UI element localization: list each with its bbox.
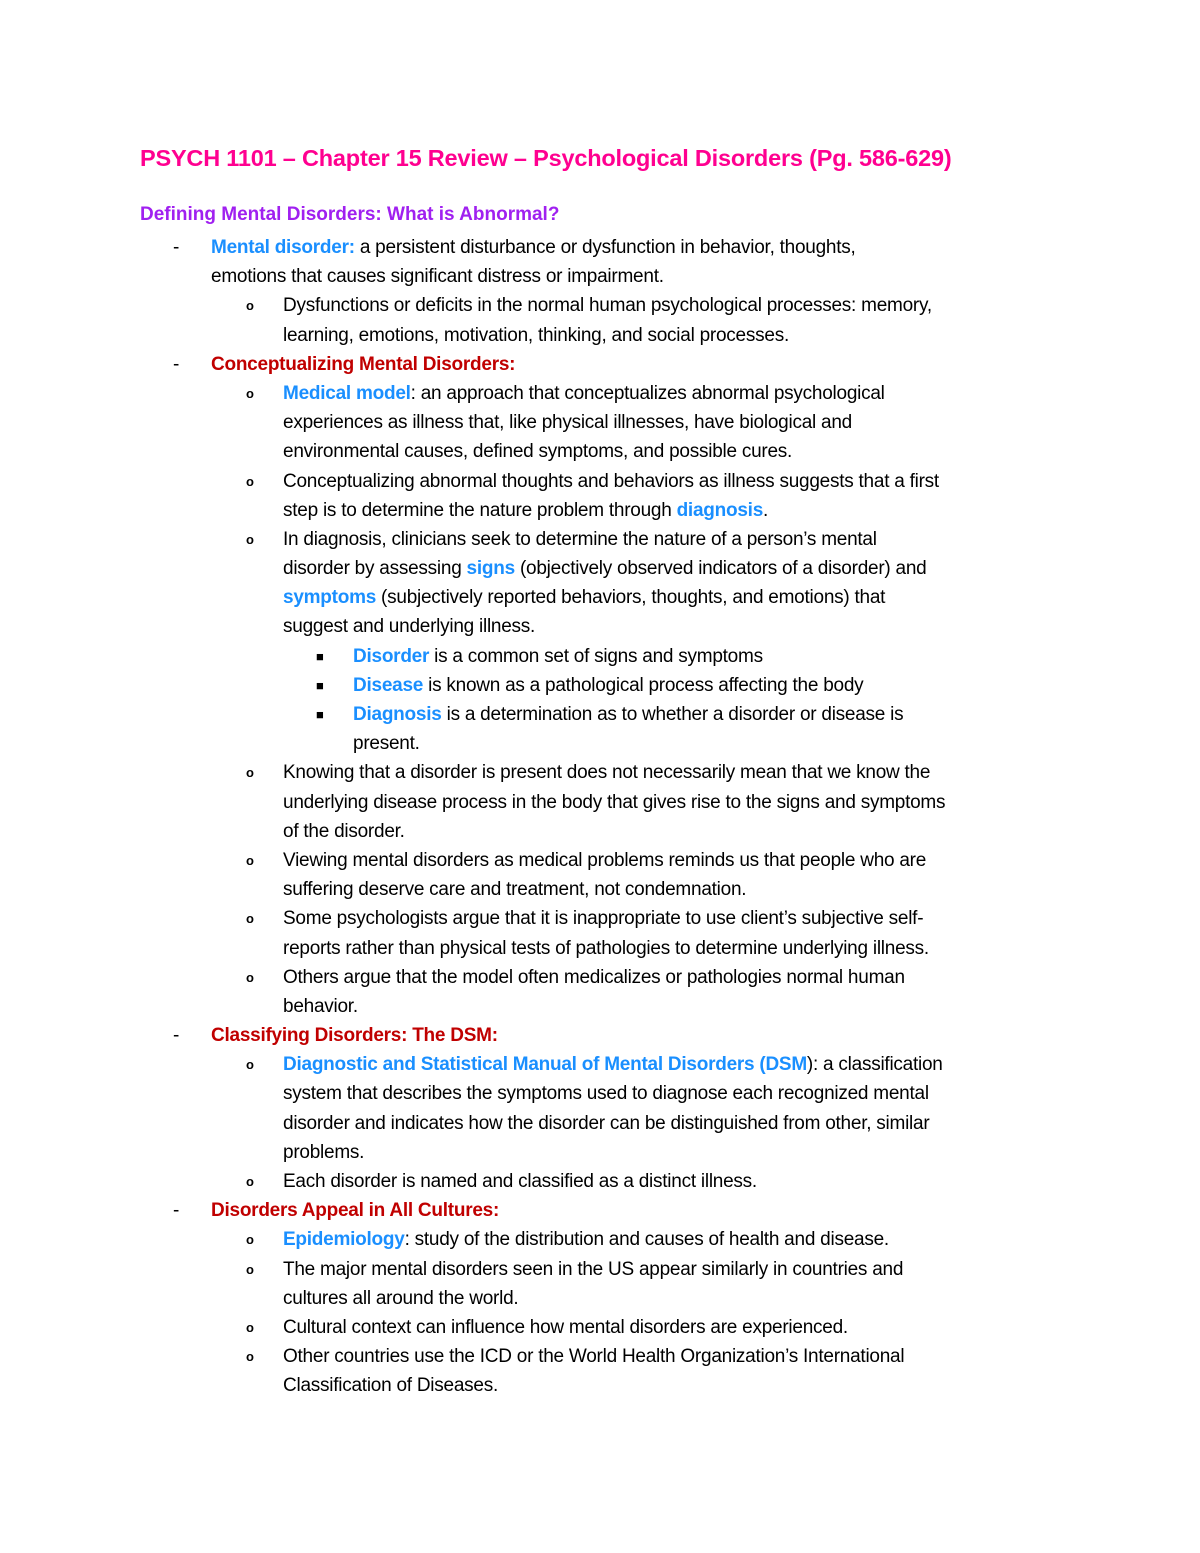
text: Each disorder is named and classified as a distinct illness. xyxy=(283,1171,757,1192)
circle-bullet: o xyxy=(246,1349,254,1365)
text: Viewing mental disorders as medical problems reminds us that people who are xyxy=(283,849,927,871)
circle-bullet: o xyxy=(246,531,254,547)
list-item-continued xyxy=(0,817,1200,846)
list-item xyxy=(0,642,1200,671)
list-item-continued xyxy=(0,934,1200,963)
circle-bullet: o xyxy=(246,911,254,927)
list-item-continued xyxy=(0,1109,1200,1138)
list-item xyxy=(0,700,1200,729)
list-item xyxy=(0,1196,1200,1225)
term: Mental disorder: xyxy=(211,237,355,258)
list-item-continued xyxy=(0,554,1200,583)
text: : study of the distribution and causes of health and disease. xyxy=(404,1229,889,1251)
text: is known as a pathological process affecting the body xyxy=(423,674,864,696)
text: (subjectively reported behaviors, thoughts, and emotions) that xyxy=(376,587,886,609)
text: (objectively observed indicators of a disorder) and xyxy=(514,558,927,580)
list-item xyxy=(0,1313,1200,1342)
list-item xyxy=(0,1167,1200,1196)
list-item xyxy=(0,1050,1200,1079)
list-item xyxy=(0,846,1200,875)
term: Disease xyxy=(353,674,424,696)
text: step is to determine the nature problem through xyxy=(283,499,677,521)
list-item-continued xyxy=(0,408,1200,437)
list-item-continued xyxy=(0,321,1200,350)
text: . xyxy=(763,499,769,521)
subsection-heading: Disorders Appeal in All Cultures: xyxy=(211,1200,500,1222)
list-item xyxy=(0,671,1200,700)
text: environmental causes, defined symptoms, and possible cures. xyxy=(283,441,793,463)
circle-bullet: o xyxy=(246,473,254,489)
list-item xyxy=(0,291,1200,320)
text: suggest and underlying illness. xyxy=(283,616,536,638)
circle-bullet: o xyxy=(246,765,254,781)
list-item-continued xyxy=(0,1079,1200,1108)
term: Epidemiology xyxy=(283,1229,405,1251)
definition: a persistent disturbance or dysfunction in behavior, thoughts, xyxy=(354,237,856,258)
text: suffering deserve care and treatment, not condemnation. xyxy=(283,879,747,901)
term: Disorder xyxy=(353,645,430,667)
square-bullet: ■ xyxy=(316,707,324,722)
list-item xyxy=(0,233,1200,262)
text: The major mental disorders seen in the US appear similarly in countries and xyxy=(283,1258,904,1280)
dash-bullet: - xyxy=(173,237,180,258)
text: system that describes the symptoms used to diagnose each recognized mental xyxy=(283,1083,929,1105)
text: Others argue that the model often medicalizes or pathologies normal human xyxy=(283,966,905,988)
list-item xyxy=(0,904,1200,933)
text: Some psychologists argue that it is inappropriate to use client’s subjective self- xyxy=(283,908,924,930)
text: Other countries use the ICD or the World Health Organization’s International xyxy=(283,1346,905,1368)
list-item xyxy=(0,1225,1200,1254)
list-item-continued xyxy=(0,1284,1200,1313)
term: diagnosis xyxy=(676,499,764,521)
circle-bullet: o xyxy=(246,1261,254,1277)
text: learning, emotions, motivation, thinking, and social processes. xyxy=(283,324,789,346)
text: Conceptualizing abnormal thoughts and behaviors as illness suggests that a first xyxy=(283,470,939,492)
list-item-continued xyxy=(0,262,1200,291)
list-item-continued xyxy=(0,1371,1200,1400)
term: Diagnostic and Statistical Manual of Mental Disorders (DSM xyxy=(283,1054,807,1076)
text: Dysfunctions or deficits in the normal human psychological processes: memory, xyxy=(283,295,932,317)
dash-bullet: - xyxy=(173,1025,180,1047)
square-bullet: ■ xyxy=(316,677,324,693)
text: of the disorder. xyxy=(283,820,405,842)
list-item xyxy=(0,1342,1200,1371)
list-item-continued xyxy=(0,612,1200,641)
text: Cultural context can influence how mental disorders are experienced. xyxy=(283,1316,848,1338)
circle-bullet: o xyxy=(246,1057,254,1073)
text: problems. xyxy=(283,1141,365,1163)
list-item xyxy=(0,963,1200,992)
dash-bullet: - xyxy=(173,1200,180,1222)
text: In diagnosis, clinicians seek to determine the nature of a person’s mental xyxy=(283,528,877,550)
list-item-continued xyxy=(0,1138,1200,1167)
text: is a determination as to whether a disorder or disease is xyxy=(441,704,904,725)
circle-bullet: o xyxy=(246,298,254,314)
document-title: PSYCH 1101 – Chapter 15 Review – Psychological Disorders (Pg. 586-629) xyxy=(140,145,952,171)
section-heading: Defining Mental Disorders: What is Abnormal? xyxy=(140,204,560,225)
text: ): a classification xyxy=(806,1054,943,1076)
list-item xyxy=(0,350,1200,379)
text: cultures all around the world. xyxy=(283,1287,519,1309)
square-bullet: ■ xyxy=(316,648,324,664)
circle-bullet: o xyxy=(246,1174,254,1189)
list-item xyxy=(0,1021,1200,1050)
term: signs xyxy=(466,558,515,580)
circle-bullet: o xyxy=(246,1232,254,1248)
circle-bullet: o xyxy=(246,852,254,868)
circle-bullet: o xyxy=(246,385,254,401)
list-item xyxy=(0,525,1200,554)
text: is a common set of signs and symptoms xyxy=(429,645,763,667)
circle-bullet: o xyxy=(246,1319,254,1335)
text: behavior. xyxy=(283,995,358,1017)
list-item-continued xyxy=(0,992,1200,1021)
text: reports rather than physical tests of pathologies to determine underlying illness. xyxy=(283,937,929,959)
list-item-continued xyxy=(0,788,1200,817)
list-item xyxy=(0,758,1200,787)
text: experiences as illness that, like physical illnesses, have biological and xyxy=(283,412,852,434)
list-item xyxy=(0,1255,1200,1284)
subsection-heading: Conceptualizing Mental Disorders: xyxy=(211,353,516,375)
text: disorder and indicates how the disorder can be distinguished from other, similar xyxy=(283,1112,930,1134)
text: present. xyxy=(353,733,420,755)
text: underlying disease process in the body that gives rise to the signs and symptoms xyxy=(283,791,946,813)
list-item-continued xyxy=(0,437,1200,466)
dash-bullet: - xyxy=(173,353,180,375)
term: Medical model xyxy=(283,382,411,404)
list-item xyxy=(0,379,1200,408)
text: Knowing that a disorder is present does not necessarily mean that we know the xyxy=(283,762,931,784)
list-item xyxy=(0,467,1200,496)
text: emotions that causes significant distress or impairment. xyxy=(211,266,664,288)
text: disorder by assessing xyxy=(283,558,467,580)
term: symptoms xyxy=(283,587,377,609)
term: Diagnosis xyxy=(353,704,442,725)
list-item-continued xyxy=(0,496,1200,525)
list-item-continued xyxy=(0,583,1200,612)
text: Classification of Diseases. xyxy=(283,1375,499,1397)
list-item-continued xyxy=(0,729,1200,758)
outline-list xyxy=(0,233,1200,1401)
circle-bullet: o xyxy=(246,969,254,985)
list-item-continued xyxy=(0,875,1200,904)
subsection-heading: Classifying Disorders: The DSM: xyxy=(211,1025,498,1047)
text: : an approach that conceptualizes abnormal psychological xyxy=(410,382,885,404)
